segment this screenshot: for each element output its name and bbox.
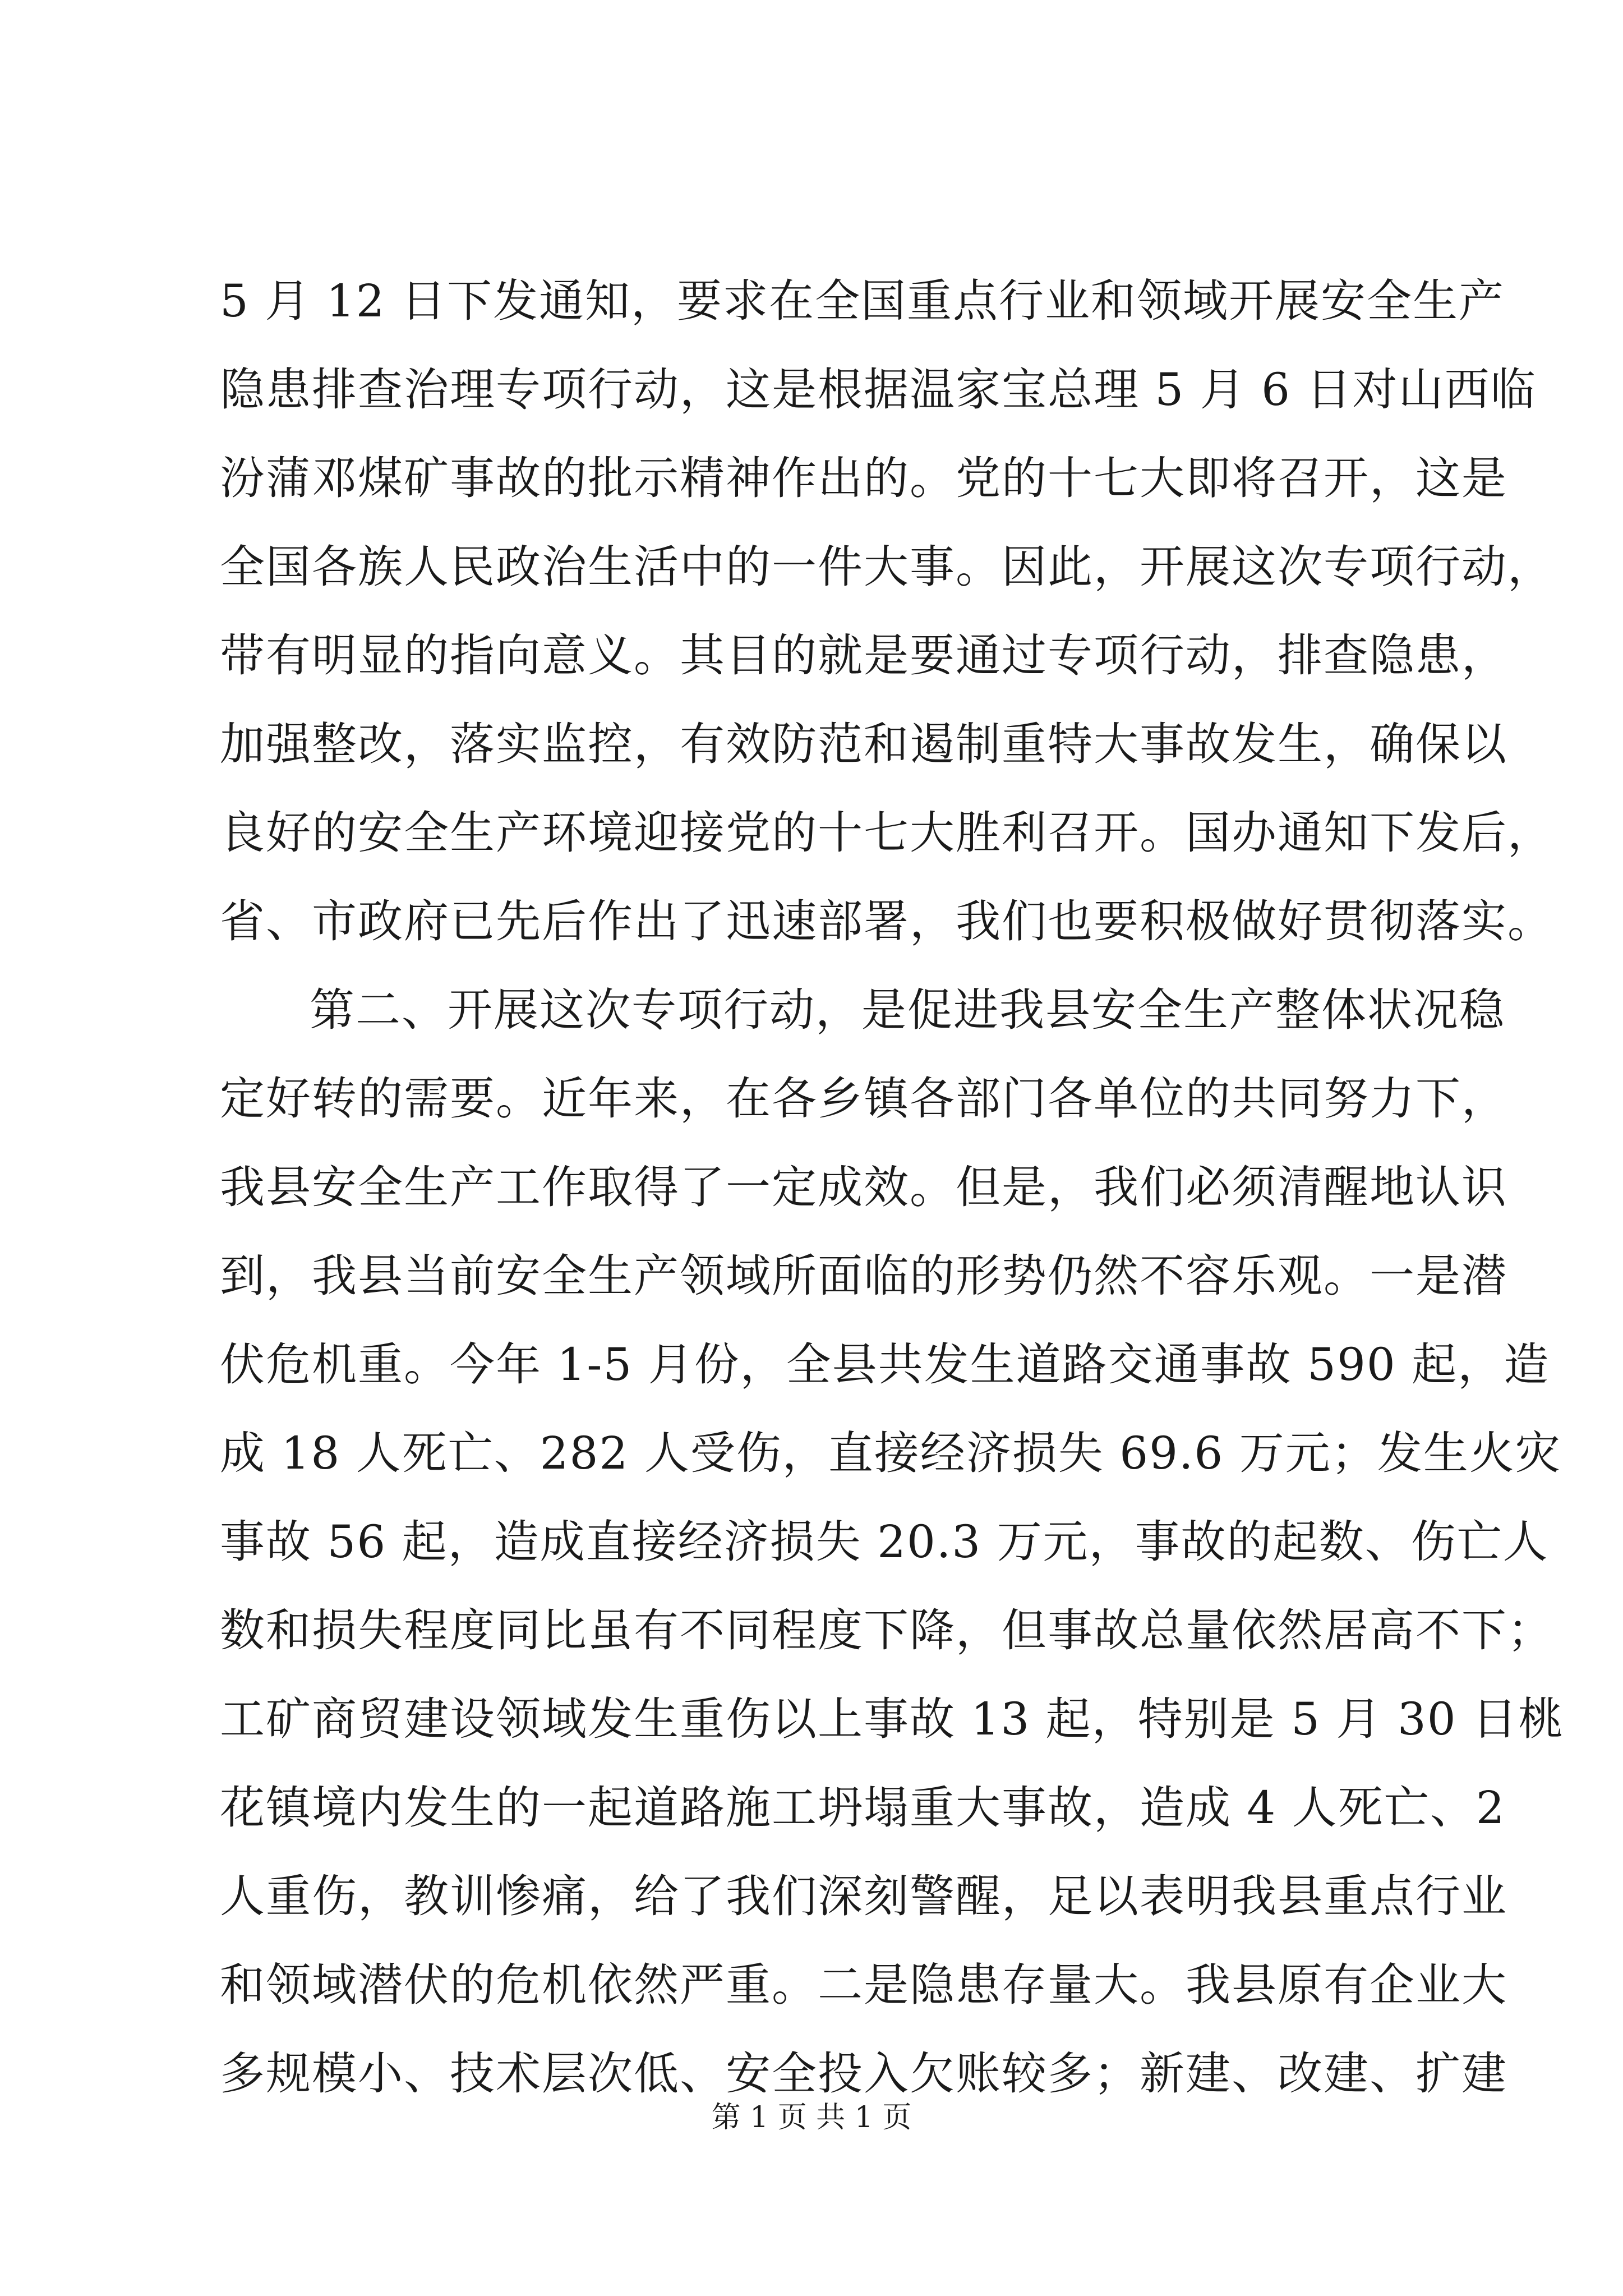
text-line: 数和损失程度同比虽有不同程度下降，但事故总量依然居高不下； xyxy=(220,1604,1553,1657)
text-line: 到，我县当前安全生产领域所面临的形势仍然不容乐观。一是潜 xyxy=(220,1250,1507,1302)
text-line: 良好的安全生产环境迎接党的十七大胜利召开。国办通知下发后， xyxy=(220,807,1553,859)
text-line: 5 月 12 日下发通知，要求在全国重点行业和领域开展安全生产 xyxy=(220,275,1505,327)
text-line: 省、市政府已先后作出了迅速部署，我们也要积极做好贯彻落实。 xyxy=(220,895,1553,947)
text-line: 汾蒲邓煤矿事故的批示精神作出的。党的十七大即将召开，这是 xyxy=(220,452,1507,504)
text-line: 人重伤，教训惨痛，给了我们深刻警醒，足以表明我县重点行业 xyxy=(220,1870,1507,1922)
text-line: 定好转的需要。近年来，在各乡镇各部门各单位的共同努力下， xyxy=(220,1073,1507,1125)
page-number-label: 第 1 页 共 1 页 xyxy=(711,2101,912,2134)
text-line: 我县安全生产工作取得了一定成效。但是，我们必须清醒地认识 xyxy=(220,1161,1507,1213)
text-line: 带有明显的指向意义。其目的就是要通过专项行动，排查隐患， xyxy=(220,629,1507,682)
text-line: 隐患排查治理专项行动，这是根据温家宝总理 5 月 6 日对山西临 xyxy=(220,364,1537,416)
text-line: 加强整改，落实监控，有效防范和遏制重特大事故发生，确保以 xyxy=(220,718,1507,770)
paragraph xyxy=(220,257,1553,966)
text-line: 第二、开展这次专项行动，是促进我县安全生产整体状况稳 xyxy=(310,984,1505,1036)
page-footer xyxy=(0,2095,1623,2140)
paragraph xyxy=(220,966,1565,2118)
body-text xyxy=(220,257,1565,2118)
text-line: 伏危机重。今年 1-5 月份，全县共发生道路交通事故 590 起，造 xyxy=(220,1338,1550,1391)
text-line: 成 18 人死亡、282 人受伤，直接经济损失 69.6 万元；发生火灾 xyxy=(220,1427,1561,1479)
text-line: 工矿商贸建设领域发生重伤以上事故 13 起，特别是 5 月 30 日桃 xyxy=(220,1693,1565,1745)
text-line: 和领域潜伏的危机依然严重。二是隐患存量大。我县原有企业大 xyxy=(220,1959,1507,2011)
text-line: 多规模小、技术层次低、安全投入欠账较多；新建、改建、扩建 xyxy=(220,2047,1507,2100)
text-line: 事故 56 起，造成直接经济损失 20.3 万元，事故的起数、伤亡人 xyxy=(220,1516,1549,1568)
text-line: 全国各族人民政治生活中的一件大事。因此，开展这次专项行动， xyxy=(220,541,1553,593)
text-line: 花镇境内发生的一起道路施工坍塌重大事故，造成 4 人死亡、2 xyxy=(220,1782,1506,1834)
